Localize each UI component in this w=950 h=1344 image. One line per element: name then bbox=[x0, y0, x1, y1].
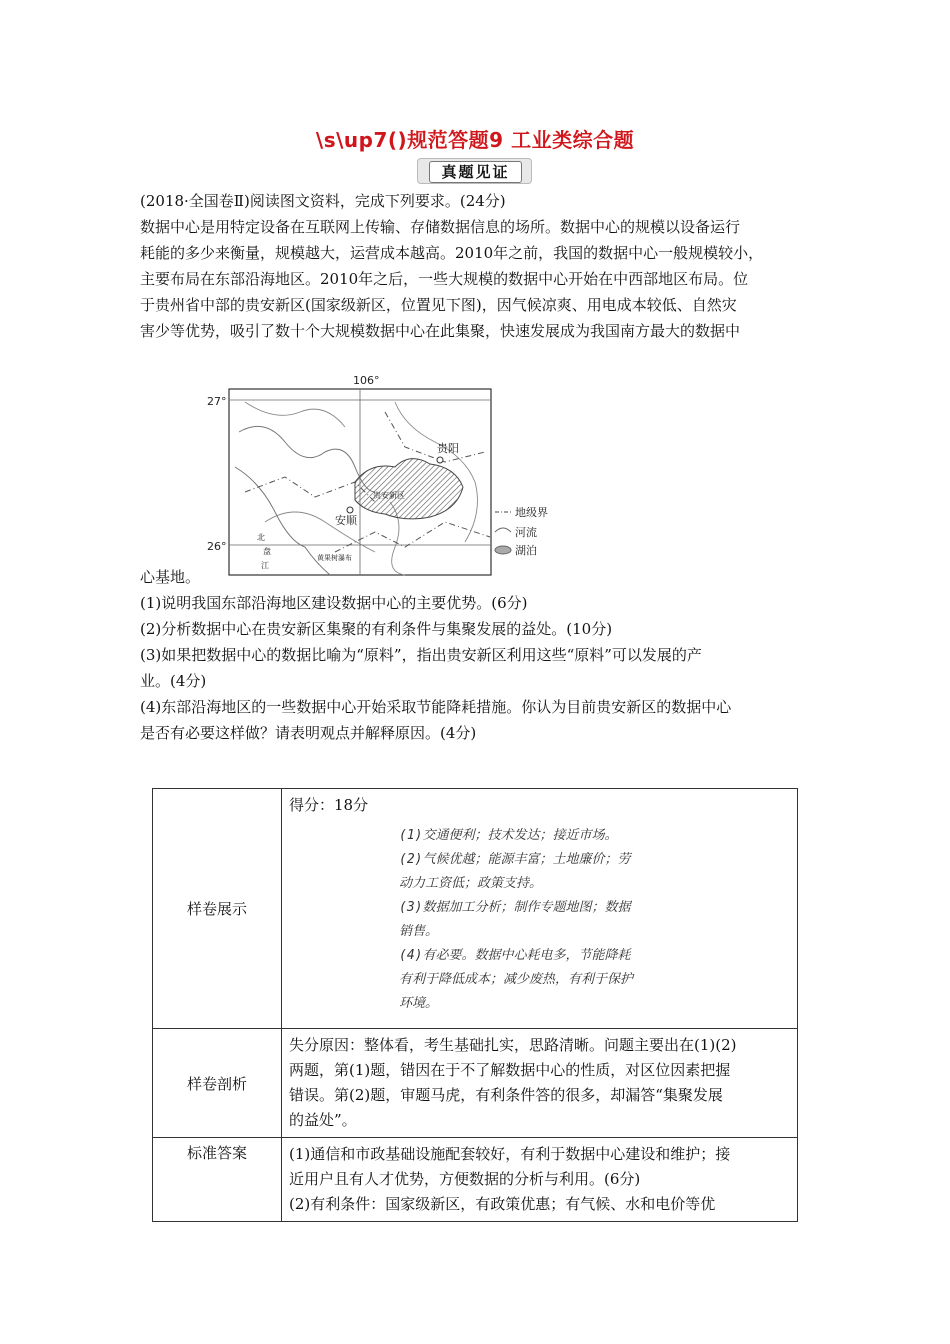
hand-line: (3)数据加工分析；制作专题地图；数据 bbox=[399, 900, 631, 915]
hand-line: (4)有必要。数据中心耗电多，节能降耗 bbox=[399, 948, 631, 963]
analysis-cell bbox=[282, 1029, 798, 1138]
intro-line: (2018·全国卷Ⅱ)阅读图文资料，完成下列要求。(24分) bbox=[140, 192, 506, 210]
lat-bottom-label: 26° bbox=[207, 540, 227, 553]
anshun-marker bbox=[347, 507, 353, 513]
handwritten-answer bbox=[399, 824, 790, 1016]
intro-line: 主要布局在东部沿海地区。2010年之后，一些大规模的数据中心开始在中西部地区布局。位 bbox=[140, 270, 749, 288]
intro-line: 耗能的多少来衡量，规模越大，运营成本越高。2010年之前，我国的数据中心一般规模较小， bbox=[140, 244, 764, 262]
river-label-2: 盘 bbox=[263, 547, 271, 556]
lon-label: 106° bbox=[353, 374, 380, 387]
question-item: 业。(4分) bbox=[140, 672, 207, 690]
answer-line: 近用户且有人才优势，方便数据的分析与利用。(6分) bbox=[289, 1170, 641, 1188]
map-legend bbox=[495, 505, 548, 557]
guiyang-label: 贵阳 bbox=[437, 442, 459, 455]
legend-lake: 湖泊 bbox=[515, 544, 537, 557]
question-intro bbox=[140, 188, 820, 344]
question-item: (1)说明我国东部沿海地区建设数据中心的主要优势。(6分) bbox=[140, 594, 528, 612]
lat-top-label: 27° bbox=[207, 395, 227, 408]
guian-map bbox=[205, 372, 565, 580]
hand-line: (1)交通便利；技术发达；接近市场。 bbox=[399, 828, 618, 843]
hand-line: 环境。 bbox=[399, 996, 439, 1011]
intro-tail: 心基地。 bbox=[140, 568, 201, 586]
anshun-label: 安顺 bbox=[335, 514, 357, 527]
table-row bbox=[153, 1029, 798, 1138]
section-badge-label: 真题见证 bbox=[429, 161, 522, 183]
river-label-3: 江 bbox=[261, 561, 269, 570]
answer-line: (1)通信和市政基础设施配套较好，有利于数据中心建设和维护；接 bbox=[289, 1145, 731, 1163]
hand-line: 动力工资低；政策支持。 bbox=[399, 876, 543, 891]
analysis-line: 的益处”。 bbox=[289, 1111, 357, 1129]
sample-cell bbox=[282, 789, 798, 1029]
sample-score: 得分：18分 bbox=[289, 796, 369, 814]
guiyang-marker bbox=[437, 457, 443, 463]
question-items bbox=[140, 564, 820, 746]
intro-line: 于贵州省中部的贵安新区(国家级新区，位置见下图)，因气候凉爽、用电成本较低、自然灾 bbox=[140, 296, 737, 314]
question-item: (2)分析数据中心在贵安新区集聚的有利条件与集聚发展的益处。(10分) bbox=[140, 620, 613, 638]
row-label: 标准答案 bbox=[153, 1138, 282, 1222]
river-label-1: 北 bbox=[257, 533, 265, 542]
legend-river: 河流 bbox=[515, 526, 537, 539]
row-label: 样卷剖析 bbox=[153, 1029, 282, 1138]
table-row bbox=[153, 789, 798, 1029]
analysis-line: 两题，第(1)题，错因在于不了解数据中心的性质，对区位因素把握 bbox=[289, 1061, 731, 1079]
answer-table bbox=[152, 788, 798, 1222]
question-item: 是否有必要这样做？请表明观点并解释原因。(4分) bbox=[140, 724, 477, 742]
intro-line: 害少等优势，吸引了数十个大规模数据中心在此集聚，快速发展成为我国南方最大的数据中 bbox=[140, 322, 741, 340]
question-item: (4)东部沿海地区的一些数据中心开始采取节能降耗措施。你认为目前贵安新区的数据中心 bbox=[140, 698, 732, 716]
answer-line: (2)有利条件：国家级新区，有政策优惠；有气候、水和电价等优 bbox=[289, 1195, 716, 1213]
zone-label: 贵安新区 bbox=[373, 491, 405, 500]
standard-answer-cell bbox=[282, 1138, 798, 1222]
question-item: (3)如果把数据中心的数据比喻为“原料”，指出贵安新区利用这些“原料”可以发展的产 bbox=[140, 646, 702, 664]
hand-line: 销售。 bbox=[399, 924, 439, 939]
hand-line: (2)气候优越；能源丰富；土地廉价；劳 bbox=[399, 852, 631, 867]
legend-boundary: 地级界 bbox=[515, 506, 548, 519]
row-label: 样卷展示 bbox=[153, 789, 282, 1029]
page-title: \s\up7()规范答题9 工业类综合题 bbox=[315, 128, 635, 152]
reservoir-label: 黄果树瀑布 bbox=[317, 554, 352, 562]
analysis-line: 失分原因：整体看，考生基础扎实，思路清晰。问题主要出在(1)(2) bbox=[289, 1036, 737, 1054]
analysis-line: 错误。第(2)题，审题马虎，有利条件答的很多，却漏答“集聚发展 bbox=[289, 1086, 723, 1104]
intro-line: 数据中心是用特定设备在互联网上传输、存储数据信息的场所。数据中心的规模以设备运行 bbox=[140, 218, 741, 236]
section-badge bbox=[417, 158, 532, 184]
hand-line: 有利于降低成本；减少废热，有利于保护 bbox=[399, 972, 634, 987]
table-row bbox=[153, 1138, 798, 1222]
